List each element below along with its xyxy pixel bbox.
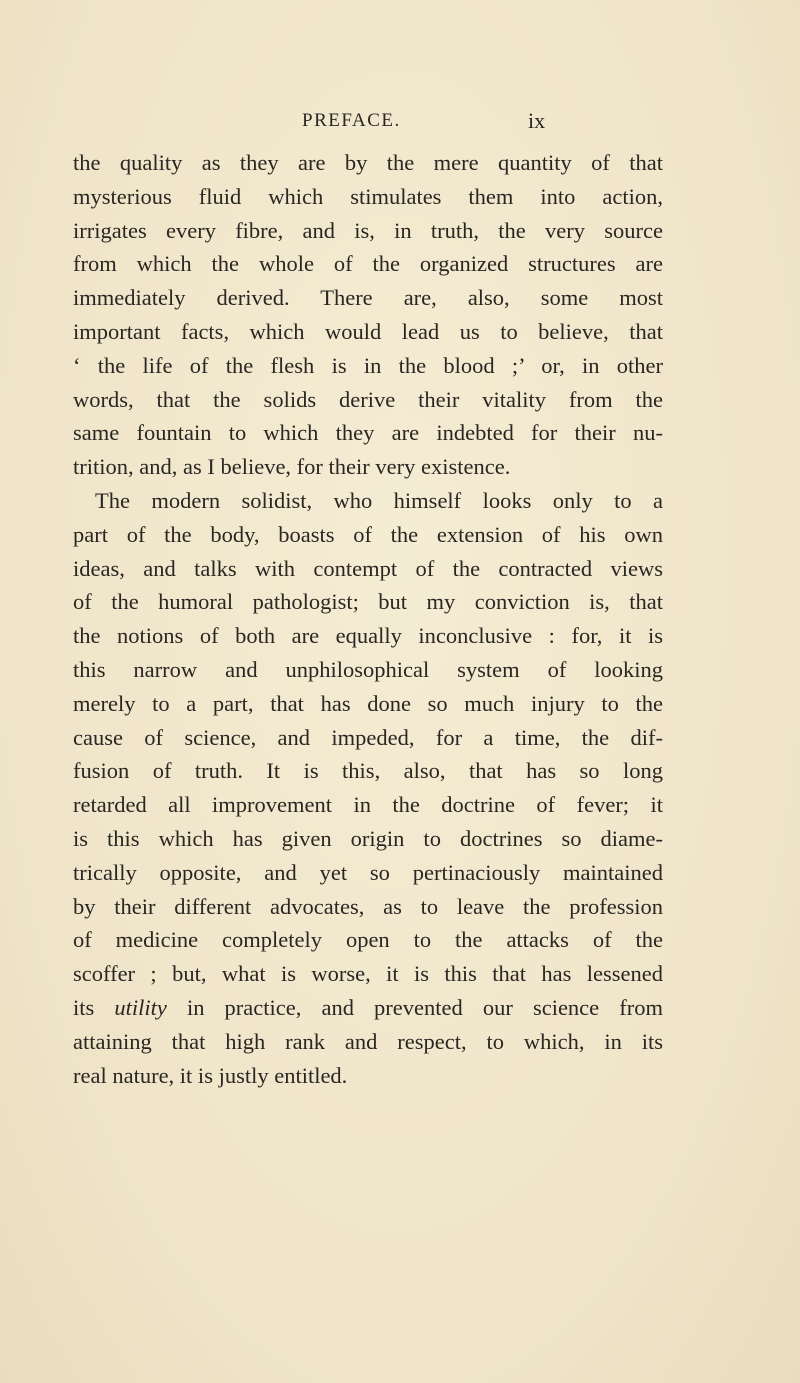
running-head [0, 110, 800, 140]
text-line: attaining that high rank and respect, to which, in its [73, 1028, 663, 1054]
text-line: fusion of truth. It is this, also, that has so long [73, 758, 663, 784]
text-line: mysterious fluid which stimulates them into action, [73, 183, 663, 209]
text-line: trically opposite, and yet so pertinaciously maintained [73, 859, 663, 885]
text-line: the notions of both are equally inconclusive : for, it is [73, 623, 663, 649]
text-line: merely to a part, that has done so much injury to the [73, 690, 663, 716]
page-number: ix [528, 108, 546, 133]
italic-word: utility [114, 994, 167, 1020]
text-line: retarded all improvement in the doctrine of fever; it [73, 792, 663, 818]
text-segment: its [73, 994, 115, 1020]
text-line: irrigates every fibre, and is, in truth, the very source [73, 217, 663, 243]
text-line: words, that the solids derive their vitality from the [73, 386, 663, 412]
text-line: from which the whole of the organized structures are [73, 251, 663, 277]
text-line: ideas, and talks with contempt of the contracted views [73, 555, 663, 581]
running-title: PREFACE. [302, 110, 401, 131]
text-line: the quality as they are by the mere quantity of that [73, 150, 663, 175]
text-line: of the humoral pathologist; but my conviction is, that [73, 589, 663, 615]
text-line: is this which has given origin to doctrines so diame- [73, 825, 663, 851]
text-line: immediately derived. There are, also, some most [73, 285, 663, 311]
text-line-with-italic [73, 991, 663, 1025]
text-line: scoffer ; but, what is worse, it is this that has lessened [73, 961, 663, 987]
text-line: important facts, which would lead us to believe, that [73, 318, 663, 344]
text-line: trition, and, as I believe, for their very existence. [73, 454, 511, 480]
text-line: this narrow and unphilosophical system of looking [73, 656, 663, 682]
text-line: of medicine completely open to the attacks of the [73, 927, 663, 953]
text-line: real nature, it is justly entitled. [73, 1062, 348, 1088]
text-line: part of the body, boasts of the extension of his own [73, 521, 663, 547]
text-line: The modern solidist, who himself looks only to a [95, 487, 663, 513]
body-text [73, 146, 663, 1092]
text-line: ‘ the life of the flesh is in the blood ;’ or, in other [73, 352, 663, 378]
text-line: cause of science, and impeded, for a time, the dif- [73, 724, 663, 750]
text-segment: in practice, and prevented our science from [166, 994, 663, 1020]
text-line: same fountain to which they are indebted for their nu- [73, 420, 663, 446]
text-line: by their different advocates, as to leave the profession [73, 893, 663, 919]
